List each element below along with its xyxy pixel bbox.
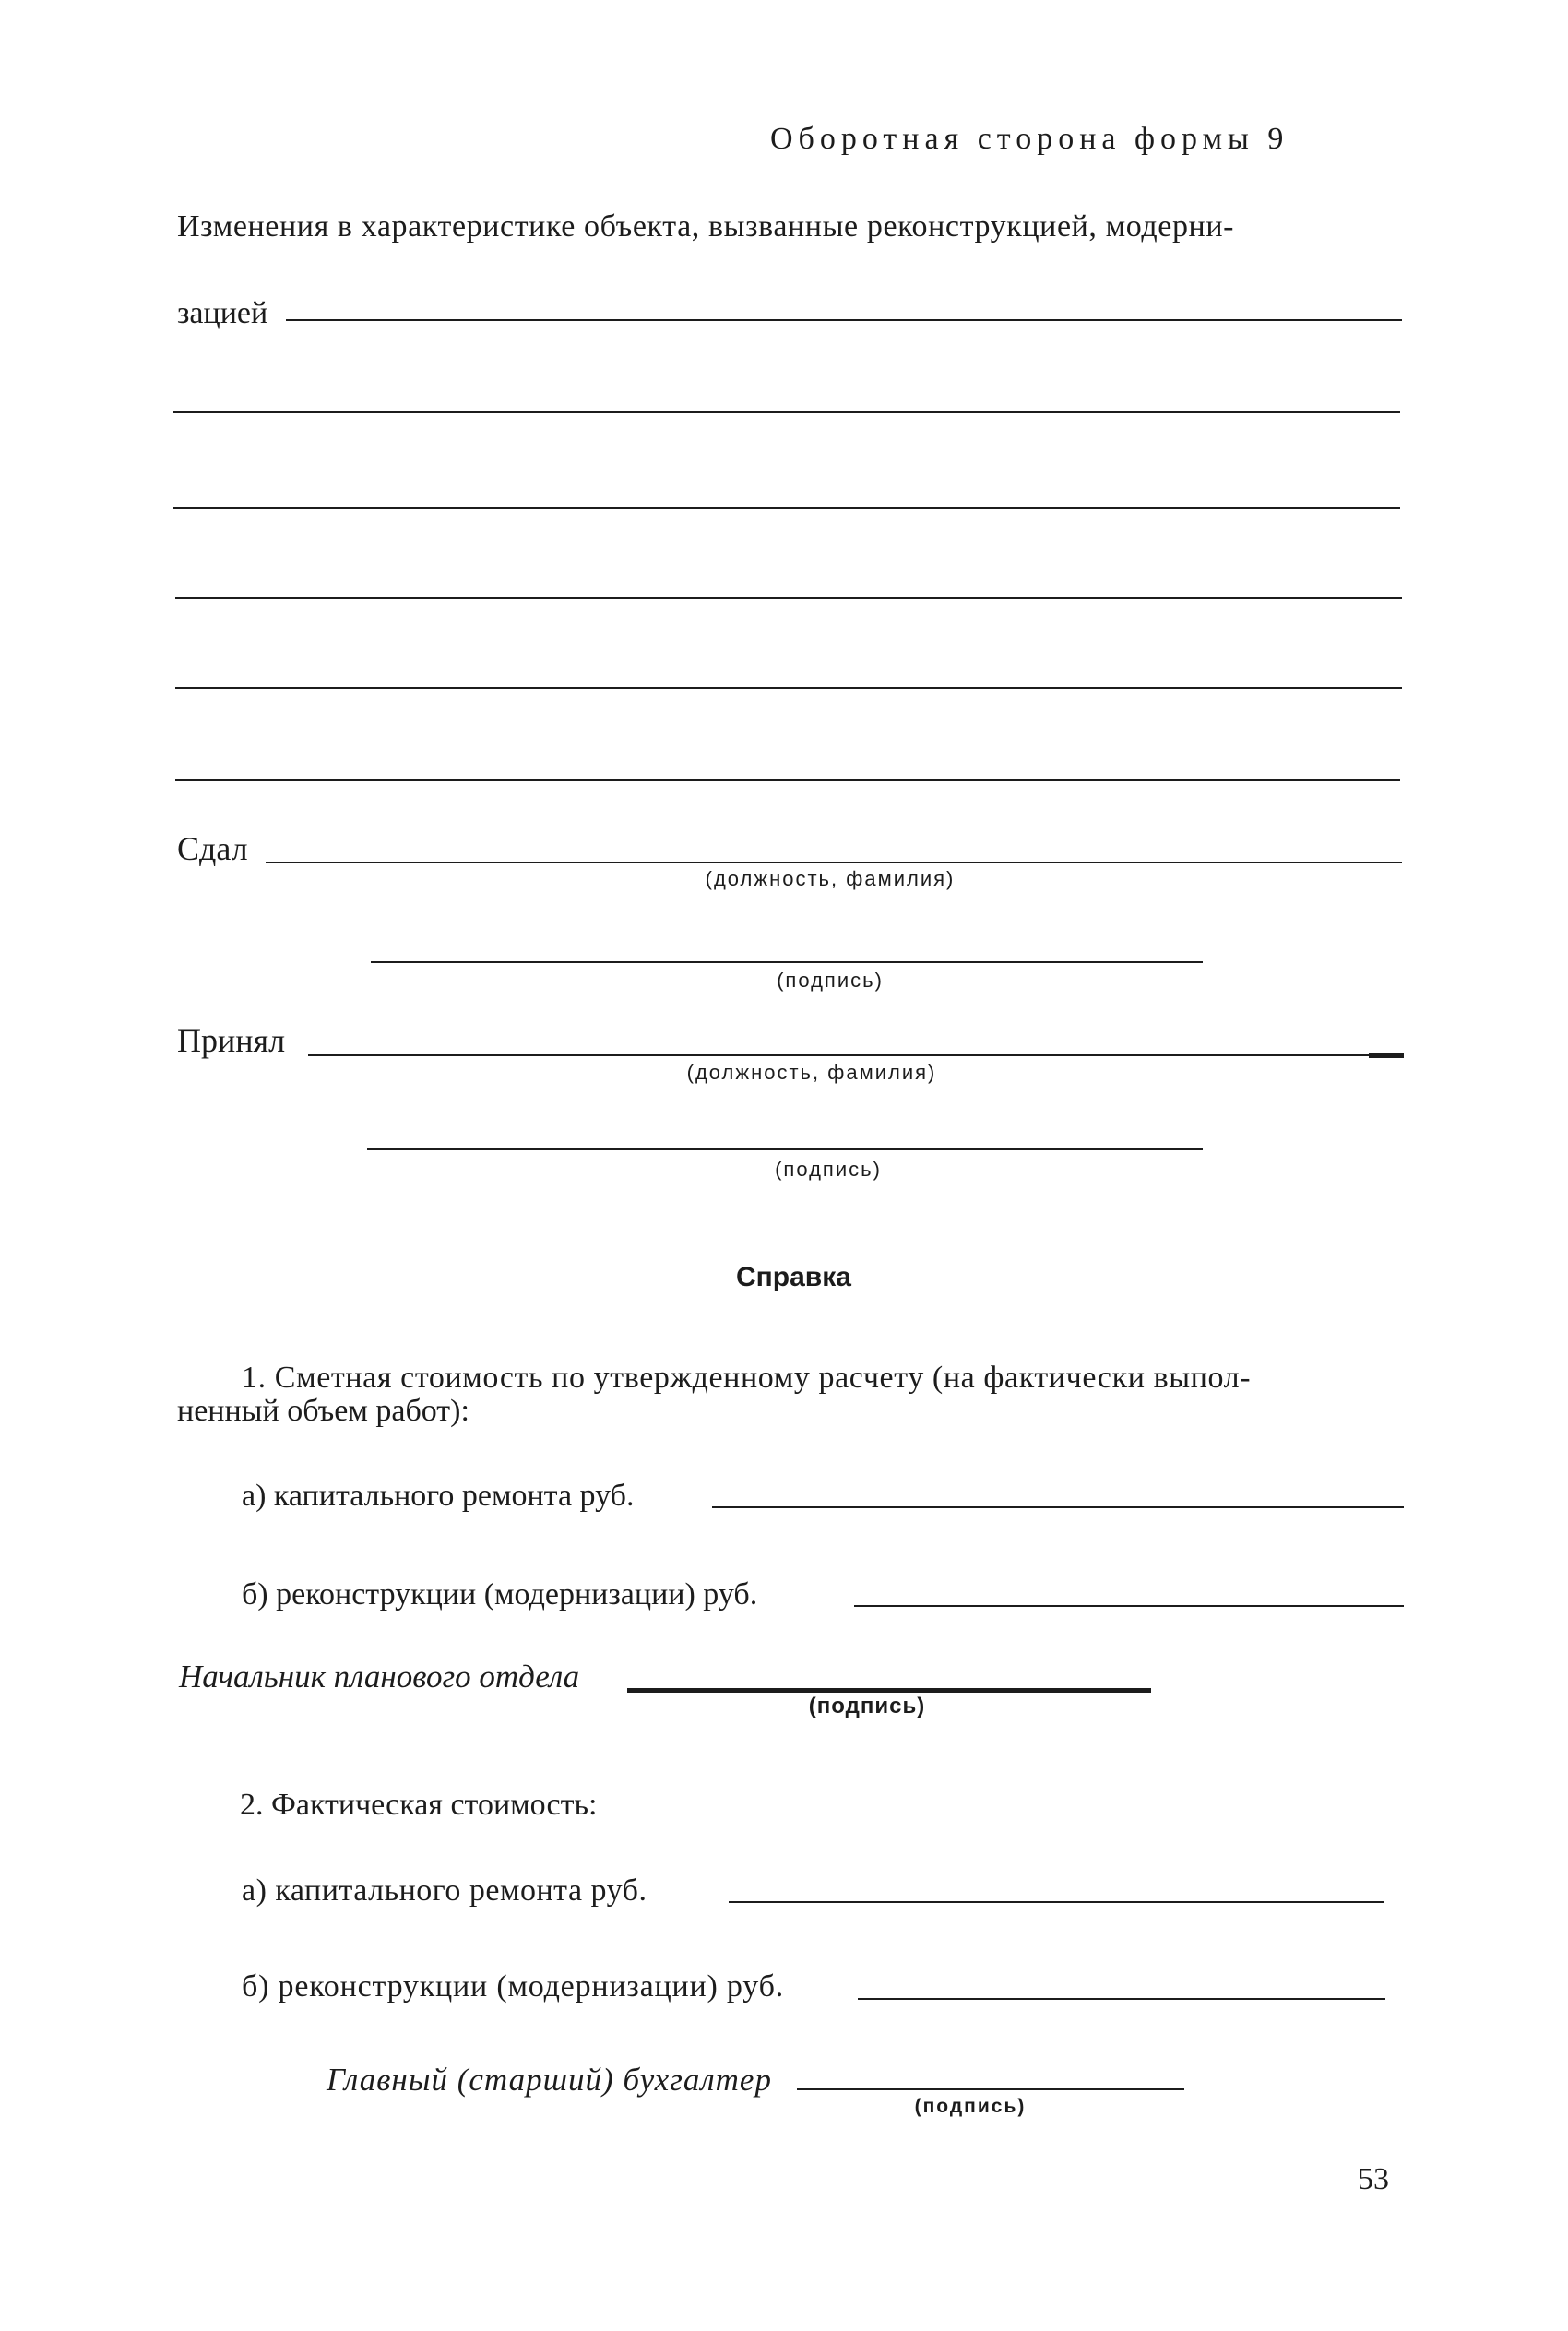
reference-title: Справка (736, 1262, 851, 1292)
planning-head-signature-caption: (подпись) (808, 1694, 926, 1719)
accountant-label: Главный (старший) бухгалтер (327, 2062, 772, 2098)
planning-head-label: Начальник планового отдела (179, 1659, 580, 1695)
changes-field-line-1[interactable] (286, 319, 1402, 321)
reference-item1-line1: 1. Сметная стоимость по утвержденному расчету (на фактически выпол- (242, 1361, 1252, 1395)
received-position-caption: (должность, фамилия) (686, 1061, 937, 1084)
reference-item2: 2. Фактическая стоимость: (240, 1788, 598, 1822)
gave-signature-caption: (подпись) (777, 969, 884, 992)
item1-b-field[interactable] (854, 1605, 1404, 1607)
accountant-signature-caption: (подпись) (914, 2096, 1027, 2117)
gave-label: Сдал (177, 830, 248, 867)
item2-b-field[interactable] (858, 1998, 1385, 2000)
received-signature-caption: (подпись) (775, 1158, 882, 1181)
changes-field-line-6[interactable] (175, 779, 1400, 781)
received-signature-field[interactable] (367, 1148, 1203, 1150)
gave-signature-field[interactable] (371, 961, 1203, 963)
changes-text-line1: Изменения в характеристике объекта, вызванные реконструкцией, модерни- (177, 209, 1235, 244)
item1-a-field[interactable] (712, 1506, 1404, 1508)
changes-text-line2: зацией (177, 296, 268, 330)
received-position-field-end (1369, 1053, 1404, 1058)
item2-a-label: а) капитального ремонта руб. (242, 1873, 647, 1908)
received-position-field[interactable] (308, 1054, 1369, 1056)
planning-head-signature-field[interactable] (627, 1688, 1151, 1693)
changes-field-line-5[interactable] (175, 687, 1402, 689)
changes-field-line-2[interactable] (173, 411, 1400, 413)
changes-field-line-3[interactable] (173, 507, 1400, 509)
reference-item1-line2: ненный объем работ): (177, 1394, 469, 1428)
item2-a-field[interactable] (729, 1901, 1384, 1903)
changes-field-line-4[interactable] (175, 597, 1402, 599)
item1-a-label: а) капитального ремонта руб. (242, 1479, 635, 1513)
item1-b-label: б) реконструкции (модернизации) руб. (242, 1577, 758, 1611)
gave-position-field[interactable] (266, 862, 1402, 863)
form-side-title: Оборотная сторона формы 9 (770, 122, 1289, 156)
item2-b-label: б) реконструкции (модернизации) руб. (242, 1969, 784, 2004)
received-label: Принял (177, 1022, 286, 1059)
page-number: 53 (1358, 2162, 1389, 2196)
gave-position-caption: (должность, фамилия) (705, 867, 956, 890)
accountant-signature-field[interactable] (797, 2088, 1184, 2090)
